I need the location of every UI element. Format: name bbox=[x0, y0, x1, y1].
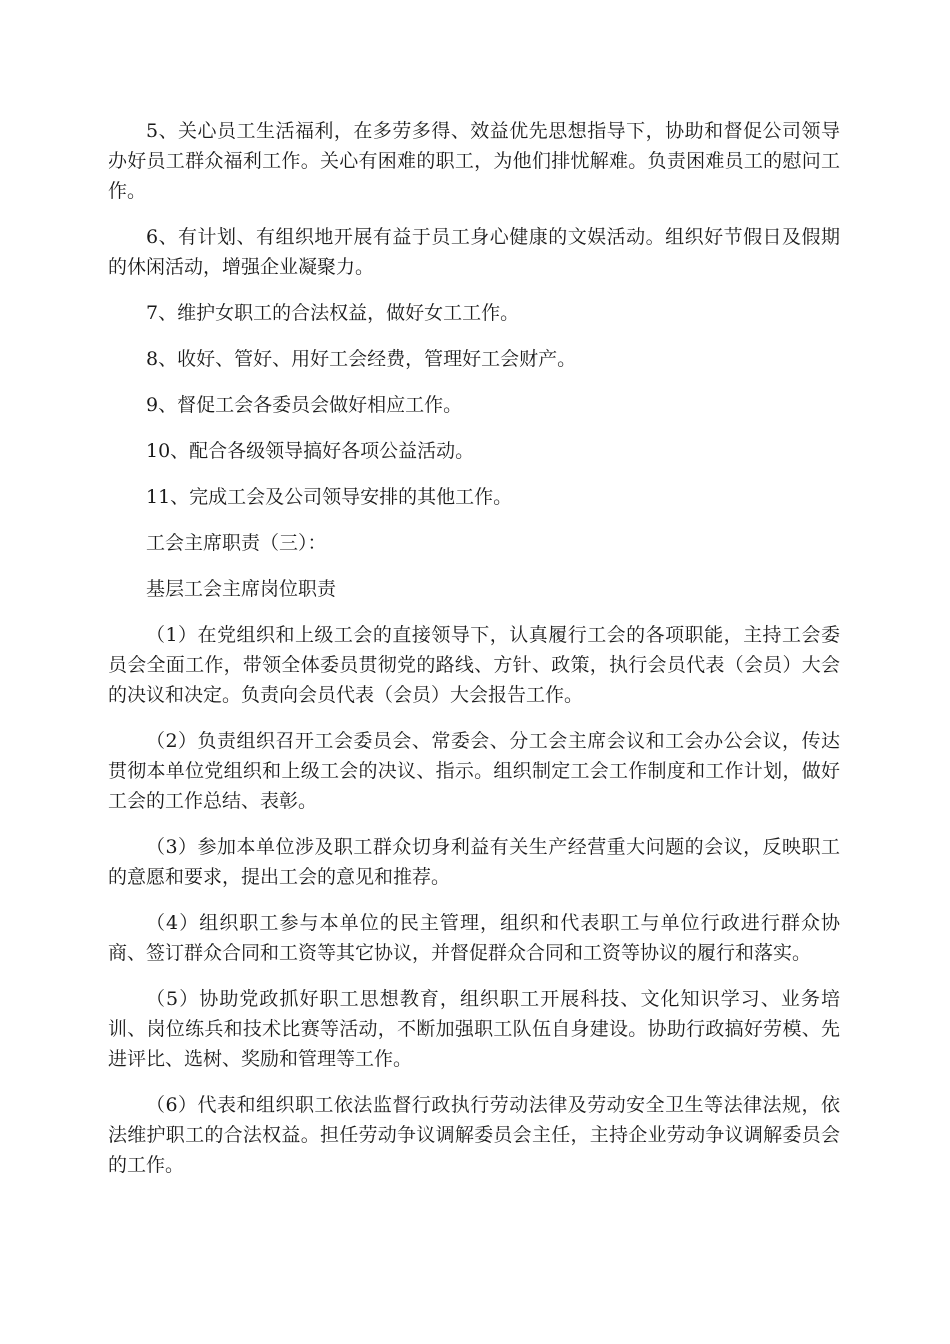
paragraph-duty-1: （1）在党组织和上级工会的直接领导下，认真履行工会的各项职能，主持工会委员会全面工作，带领全体委员贯彻党的路线、方针、政策，执行会员代表（会员）大会的决议和决定。负责向会员代表（会员）大会报告工作。 bbox=[108, 624, 840, 706]
paragraph-other-work: 11、完成工会及公司领导安排的其他工作。 bbox=[146, 486, 513, 508]
paragraph-duty-6: （6）代表和组织职工依法监督行政执行劳动法律及劳动安全卫生等法律法规，依法维护职工的合法权益。担任劳动争议调解委员会主任，主持企业劳动争议调解委员会的工作。 bbox=[108, 1094, 840, 1176]
paragraph-public-welfare: 10、配合各级领导搞好各项公益活动。 bbox=[146, 440, 475, 462]
section-heading: 工会主席职责（三）： bbox=[146, 532, 327, 554]
paragraph-duty-5: （5）协助党政抓好职工思想教育，组织职工开展科技、文化知识学习、业务培训、岗位练兵和技术比赛等活动，不断加强职工队伍自身建设。协助行政搞好劳模、先进评比、选树、奖励和管理等工作。 bbox=[108, 988, 840, 1070]
document-body bbox=[108, 116, 840, 1196]
paragraph-recreation: 6、有计划、有组织地开展有益于员工身心健康的文娱活动。组织好节假日及假期的休闲活动，增强企业凝聚力。 bbox=[108, 226, 840, 278]
paragraph-welfare: 5、关心员工生活福利，在多劳多得、效益优先思想指导下，协助和督促公司领导办好员工群众福利工作。关心有困难的职工，为他们排忧解难。负责困难员工的慰问工作。 bbox=[108, 120, 840, 202]
paragraph-union-funds: 8、收好、管好、用好工会经费，管理好工会财产。 bbox=[146, 348, 577, 370]
paragraph-committees: 9、督促工会各委员会做好相应工作。 bbox=[146, 394, 463, 416]
paragraph-duty-3: （3）参加本单位涉及职工群众切身利益有关生产经营重大问题的会议，反映职工的意愿和要求，提出工会的意见和推荐。 bbox=[108, 836, 840, 888]
paragraph-duty-2: （2）负责组织召开工会委员会、常委会、分工会主席会议和工会办公会议，传达贯彻本单位党组织和上级工会的决议、指示。组织制定工会工作制度和工作计划，做好工会的工作总结、表彰。 bbox=[108, 730, 840, 812]
paragraph-female-workers: 7、维护女职工的合法权益，做好女工工作。 bbox=[146, 302, 520, 324]
paragraph-duty-4: （4）组织职工参与本单位的民主管理，组织和代表职工与单位行政进行群众协商、签订群众合同和工资等其它协议，并督促群众合同和工资等协议的履行和落实。 bbox=[108, 912, 840, 964]
section-subheading: 基层工会主席岗位职责 bbox=[146, 578, 337, 600]
